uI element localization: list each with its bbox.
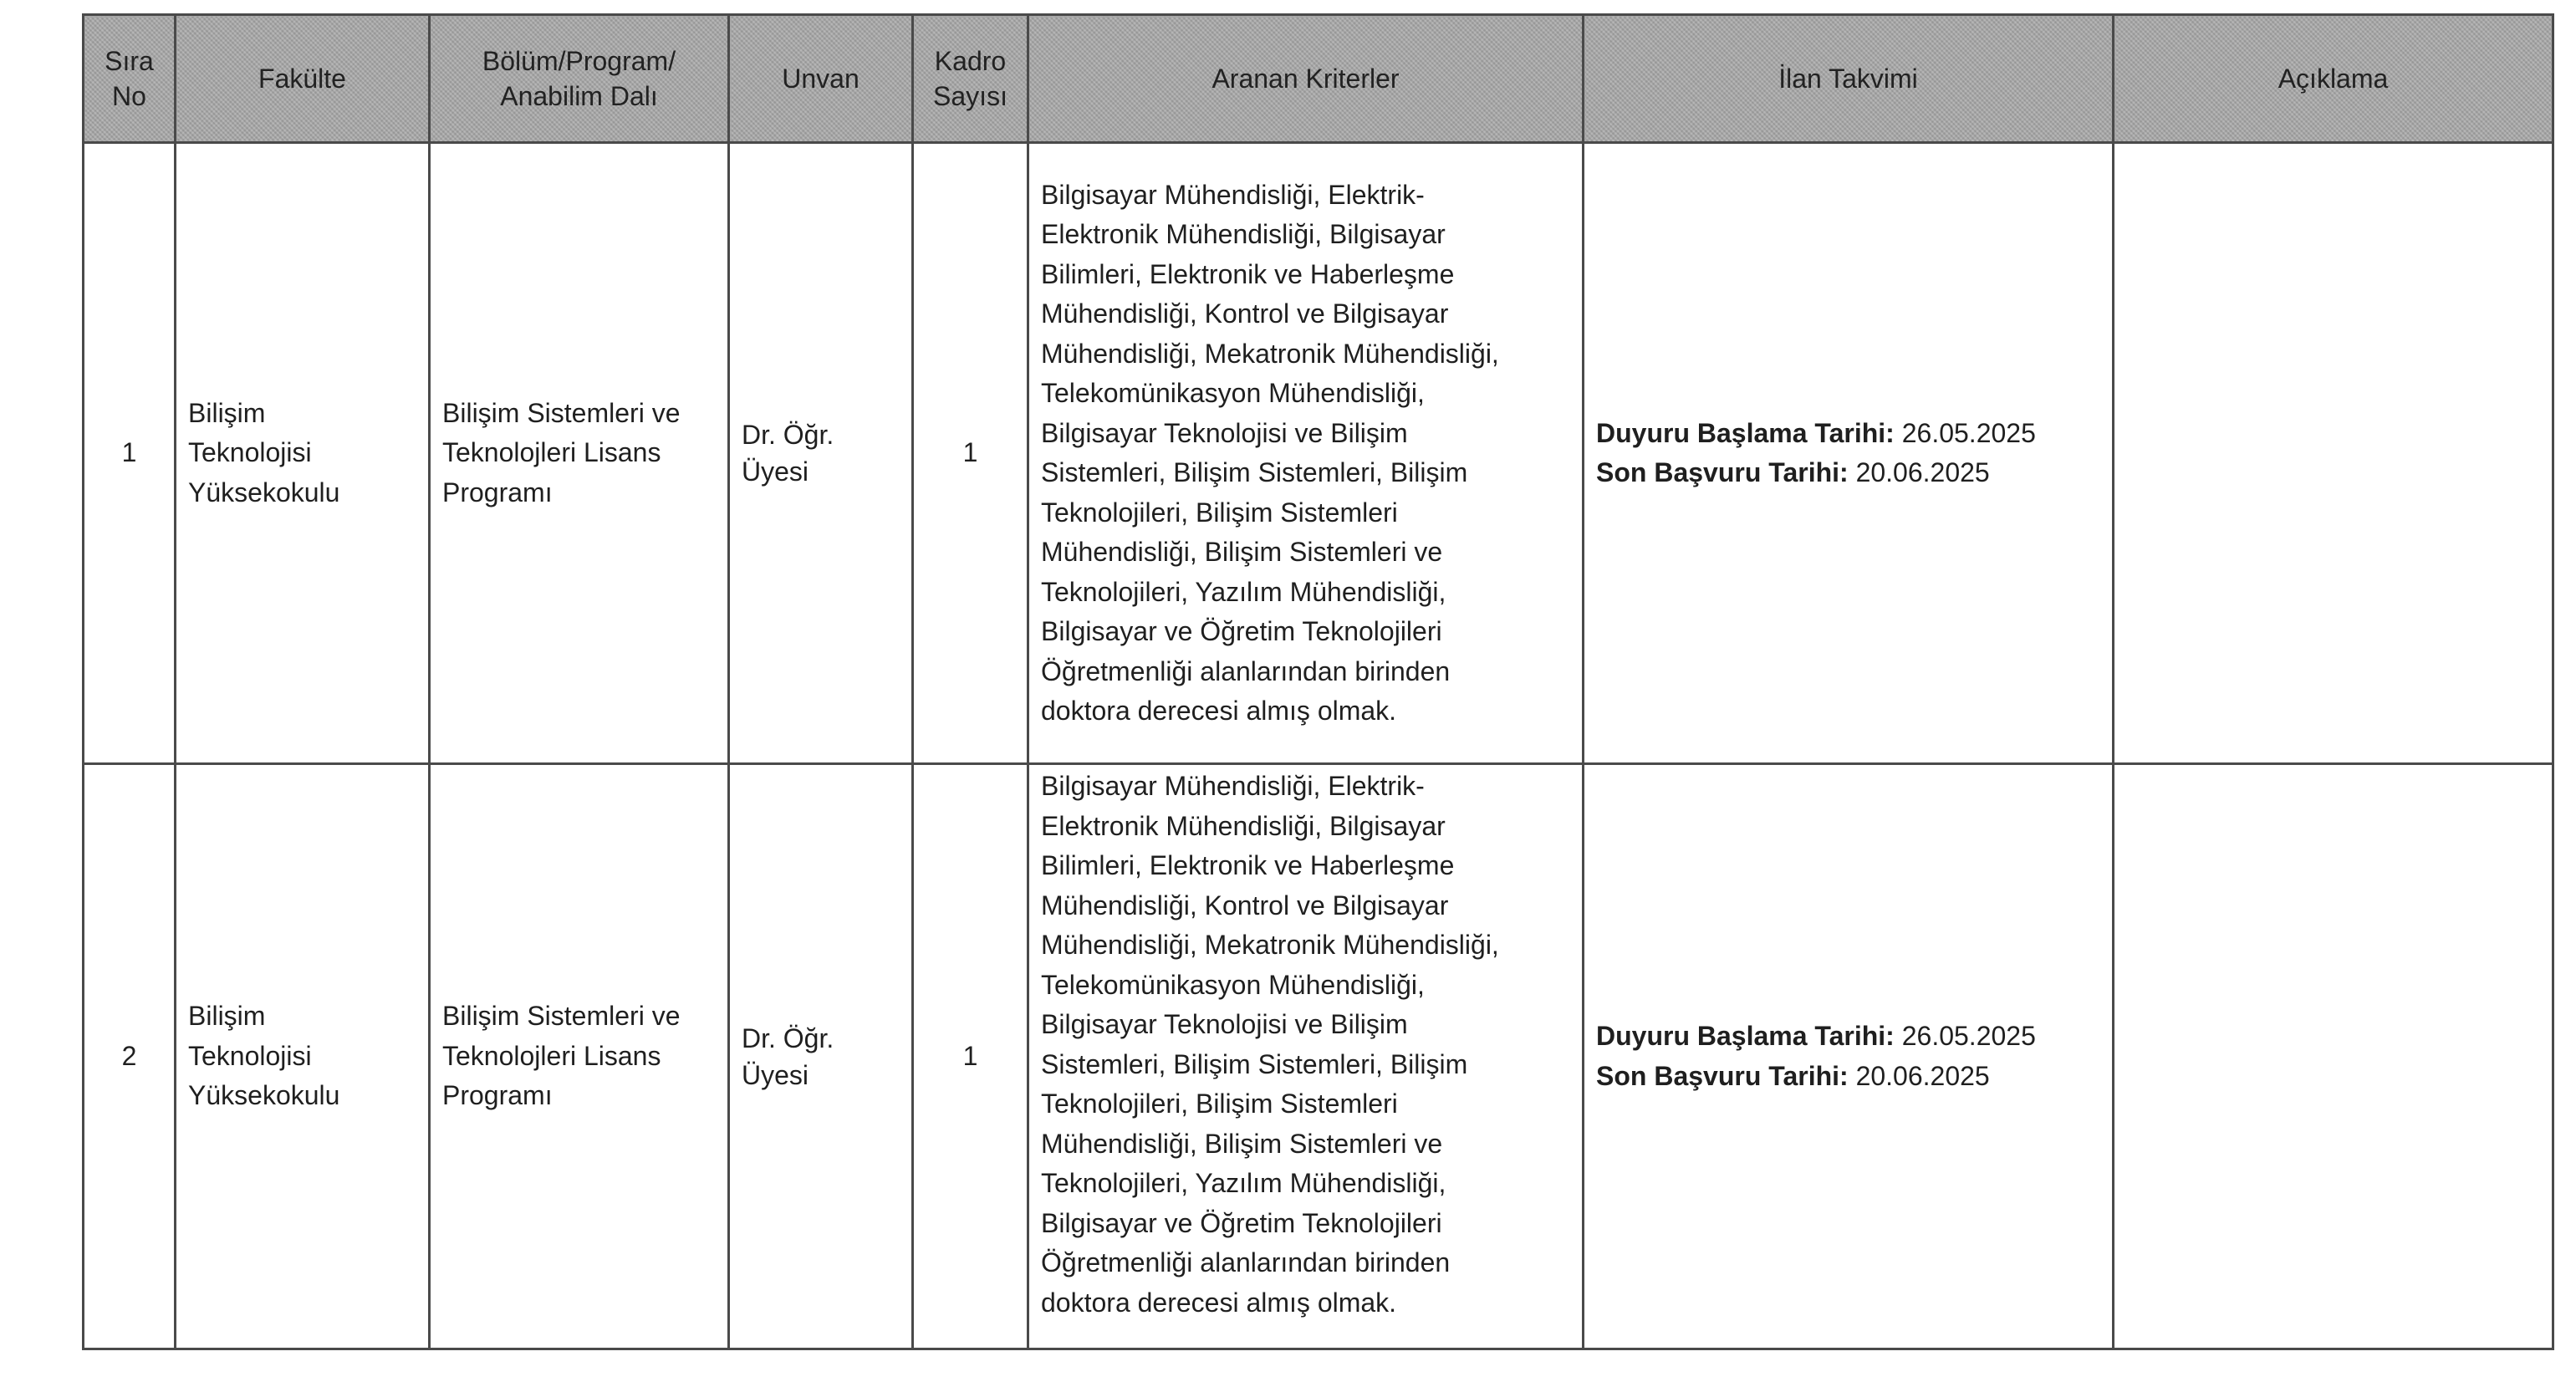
criteria-line: Mühendisliği, Bilişim Sistemleri ve bbox=[1041, 1128, 1443, 1159]
cell-aciklama bbox=[2114, 143, 2553, 764]
application-deadline-label: Son Başvuru Tarihi: bbox=[1596, 457, 1849, 487]
cell-bolum-line: Teknolojleri Lisans bbox=[442, 437, 661, 468]
application-deadline-label: Son Başvuru Tarihi: bbox=[1596, 1060, 1849, 1091]
criteria-line: Bilgisayar Teknolojisi ve Bilişim bbox=[1041, 417, 1408, 448]
criteria-line: Telekomünikasyon Mühendisliği, bbox=[1041, 969, 1425, 1000]
cell-sira-no: 2 bbox=[84, 764, 176, 1349]
criteria-line: Telekomünikasyon Mühendisliği, bbox=[1041, 378, 1425, 408]
criteria-line: Öğretmenliği alanlarından birinden bbox=[1041, 1247, 1451, 1277]
header-sira-no bbox=[84, 15, 176, 143]
table-body bbox=[84, 143, 2553, 1349]
cell-fakulte-line: Yüksekokulu bbox=[188, 477, 340, 507]
cell-unvan-line: Üyesi bbox=[742, 1059, 809, 1090]
cell-unvan-line: Dr. Öğr. bbox=[742, 420, 834, 450]
cell-fakulte-line: Bilişim bbox=[188, 397, 266, 428]
cell-fakulte-line: Bilişim bbox=[188, 1001, 266, 1032]
cell-bolum-line: Bilişim Sistemleri ve bbox=[442, 397, 681, 428]
application-deadline-value: 20.06.2025 bbox=[1848, 457, 1990, 487]
cell-fakulte-line: Teknolojisi bbox=[188, 437, 312, 468]
header-kadro bbox=[913, 15, 1028, 143]
criteria-line: Elektronik Mühendisliği, Bilgisayar bbox=[1041, 810, 1446, 841]
cell-kadro: 1 bbox=[913, 143, 1028, 764]
header-kadro-line-1: Kadro bbox=[934, 46, 1007, 76]
header-aciklama: Açıklama bbox=[2114, 15, 2553, 143]
cell-unvan bbox=[729, 764, 913, 1349]
criteria-line: Bilimleri, Elektronik ve Haberleşme bbox=[1041, 850, 1455, 880]
cell-fakulte bbox=[176, 143, 430, 764]
header-bolum bbox=[430, 15, 729, 143]
cell-unvan-line: Dr. Öğr. bbox=[742, 1022, 834, 1053]
criteria-line: Bilgisayar Teknolojisi ve Bilişim bbox=[1041, 1009, 1408, 1039]
cell-sira-no: 1 bbox=[84, 143, 176, 764]
header-takvim: İlan Takvimi bbox=[1584, 15, 2114, 143]
application-deadline bbox=[1596, 1057, 2104, 1097]
header-kadro-line-2: Sayısı bbox=[933, 81, 1007, 111]
criteria-line: Mühendisliği, Mekatronik Mühendisliği, bbox=[1041, 338, 1499, 369]
criteria-line: Sistemleri, Bilişim Sistemleri, Bilişim bbox=[1041, 1048, 1468, 1079]
criteria-line: Mühendisliği, Kontrol ve Bilgisayar bbox=[1041, 298, 1449, 329]
header-kriterler: Aranan Kriterler bbox=[1028, 15, 1584, 143]
cell-takvim bbox=[1584, 764, 2114, 1349]
cell-unvan bbox=[729, 143, 913, 764]
announcement-start-date bbox=[1596, 414, 2104, 454]
criteria-line: Bilgisayar ve Öğretim Teknolojileri bbox=[1041, 616, 1442, 646]
vacancy-table-container bbox=[82, 13, 2552, 1350]
table-header bbox=[84, 15, 2553, 143]
criteria-line: Bilgisayar ve Öğretim Teknolojileri bbox=[1041, 1207, 1442, 1238]
criteria-line: doktora derecesi almış olmak. bbox=[1041, 1287, 1397, 1318]
announcement-start-value: 26.05.2025 bbox=[1894, 1021, 2036, 1051]
cell-bolum bbox=[430, 143, 729, 764]
criteria-line: Elektronik Mühendisliği, Bilgisayar bbox=[1041, 219, 1446, 249]
header-row bbox=[84, 15, 2553, 143]
cell-aciklama bbox=[2114, 764, 2553, 1349]
cell-bolum-line: Bilişim Sistemleri ve bbox=[442, 1001, 681, 1032]
criteria-line: Teknolojileri, Yazılım Mühendisliği, bbox=[1041, 1168, 1446, 1198]
criteria-line: Teknolojileri, Bilişim Sistemleri bbox=[1041, 497, 1398, 528]
header-unvan: Unvan bbox=[729, 15, 913, 143]
announcement-start-label: Duyuru Başlama Tarihi: bbox=[1596, 1021, 1895, 1051]
cell-kriterler bbox=[1028, 764, 1584, 1349]
criteria-line: Bilgisayar Mühendisliği, Elektrik- bbox=[1041, 179, 1425, 210]
cell-unvan-line: Üyesi bbox=[742, 456, 809, 487]
cell-kriterler bbox=[1028, 143, 1584, 764]
criteria-line: Teknolojileri, Bilişim Sistemleri bbox=[1041, 1089, 1398, 1119]
header-sira-no-line-1: Sıra bbox=[105, 46, 154, 76]
application-deadline bbox=[1596, 453, 2104, 493]
criteria-line: Bilimleri, Elektronik ve Haberleşme bbox=[1041, 258, 1455, 289]
criteria-line: Öğretmenliği alanlarından birinden bbox=[1041, 655, 1451, 686]
cell-bolum bbox=[430, 764, 729, 1349]
header-sira-no-line-2: No bbox=[112, 81, 146, 111]
criteria-line: doktora derecesi almış olmak. bbox=[1041, 696, 1397, 726]
criteria-line: Bilgisayar Mühendisliği, Elektrik- bbox=[1041, 771, 1425, 801]
announcement-start-value: 26.05.2025 bbox=[1894, 417, 2036, 448]
header-bolum-line-1: Bölüm/Program/ bbox=[482, 46, 676, 76]
cell-bolum-line: Programı bbox=[442, 477, 553, 507]
cell-kadro: 1 bbox=[913, 764, 1028, 1349]
table-row bbox=[84, 764, 2553, 1349]
criteria-line: Mühendisliği, Mekatronik Mühendisliği, bbox=[1041, 930, 1499, 960]
cell-fakulte-line: Teknolojisi bbox=[188, 1040, 312, 1071]
vacancy-table bbox=[82, 13, 2554, 1350]
table-row bbox=[84, 143, 2553, 764]
criteria-line: Teknolojileri, Yazılım Mühendisliği, bbox=[1041, 576, 1446, 607]
criteria-line: Mühendisliği, Bilişim Sistemleri ve bbox=[1041, 537, 1443, 567]
cell-bolum-line: Programı bbox=[442, 1080, 553, 1111]
announcement-start-date bbox=[1596, 1017, 2104, 1057]
cell-fakulte bbox=[176, 764, 430, 1349]
header-bolum-line-2: Anabilim Dalı bbox=[500, 81, 658, 111]
announcement-start-label: Duyuru Başlama Tarihi: bbox=[1596, 417, 1895, 448]
application-deadline-value: 20.06.2025 bbox=[1848, 1060, 1990, 1091]
criteria-line: Sistemleri, Bilişim Sistemleri, Bilişim bbox=[1041, 457, 1468, 487]
header-fakulte: Fakülte bbox=[176, 15, 430, 143]
cell-fakulte-line: Yüksekokulu bbox=[188, 1080, 340, 1111]
cell-takvim bbox=[1584, 143, 2114, 764]
criteria-line: Mühendisliği, Kontrol ve Bilgisayar bbox=[1041, 890, 1449, 920]
cell-bolum-line: Teknolojleri Lisans bbox=[442, 1040, 661, 1071]
